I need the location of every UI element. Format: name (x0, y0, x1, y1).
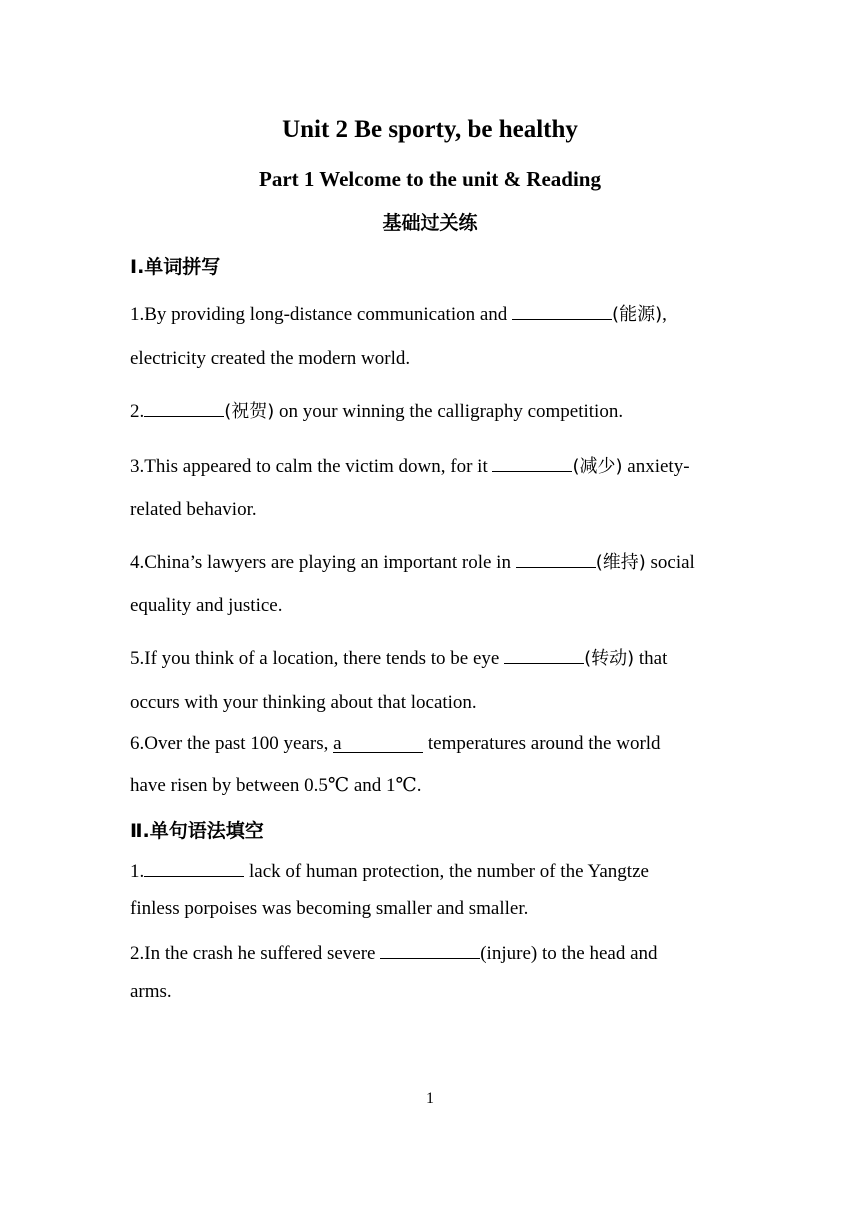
s1-q2-text-a: 2. (130, 401, 145, 422)
s1-q1-blank[interactable] (512, 300, 612, 320)
s1-q3-text-a: 3.This appeared to calm the victim down, for it (130, 456, 493, 477)
s2-q1-text-a: 1. (130, 861, 145, 882)
s1-q6-text-b: temperatures around the world (423, 733, 661, 754)
s2-q2-text-b: to the head and (537, 943, 658, 964)
s1-q6-letter: a (333, 733, 342, 754)
s1-q1-text-a: 1.By providing long-distance communication and (130, 304, 513, 325)
s2-q1-line1 (130, 857, 649, 883)
s1-q1-line1 (130, 300, 667, 326)
s1-q6-line1 (130, 733, 661, 755)
s1-q2-hint: (祝贺) (224, 401, 275, 422)
s1-q4-line2: equality and justice. (130, 595, 283, 616)
page-number: 1 (426, 1090, 434, 1107)
s1-q5-text-a: 5.If you think of a location, there tends to be eye (130, 648, 505, 669)
s1-q5-text-b: that (634, 648, 668, 669)
s2-q2-hint: (injure) (480, 943, 538, 964)
section2-heading: Ⅱ.单句语法填空 (130, 820, 264, 842)
s2-q1-text-b: lack of human protection, the number of the Yangtze (244, 861, 649, 882)
s2-q2-line1 (130, 939, 658, 965)
s1-q3-blank[interactable] (492, 452, 572, 472)
s2-q2-text-a: 2.In the crash he suffered severe (130, 943, 381, 964)
s1-q4-blank[interactable] (516, 548, 596, 568)
s1-q4-line1 (130, 548, 695, 574)
s1-q1-line2: electricity created the modern world. (130, 348, 411, 369)
s2-q1-line2: finless porpoises was becoming smaller and smaller. (130, 898, 529, 919)
s1-q2-line1 (130, 397, 623, 423)
s1-q6-text-a: 6.Over the past 100 years, (130, 733, 334, 754)
s1-q4-text-b: social (645, 552, 695, 573)
document-subtitle: Part 1 Welcome to the unit & Reading (259, 167, 601, 191)
s1-q5-line2: occurs with your thinking about that location. (130, 692, 477, 713)
s1-q1-text-b: , (662, 304, 667, 325)
document-title: Unit 2 Be sporty, be healthy (282, 116, 578, 143)
s1-q6-blank[interactable] (333, 733, 423, 753)
s1-q3-line1 (130, 452, 690, 478)
s1-q1-hint: (能源) (612, 304, 663, 325)
s1-q3-hint: (减少) (572, 456, 623, 477)
s1-q4-text-a: 4.China’s lawyers are playing an important role in (130, 552, 516, 573)
s1-q3-text-b: anxiety- (622, 456, 690, 477)
s1-q6-line2: have risen by between 0.5℃ and 1℃. (130, 775, 422, 796)
s1-q5-hint: (转动) (584, 648, 635, 669)
s1-q5-line1 (130, 644, 667, 670)
section-heading: 基础过关练 (382, 212, 478, 234)
s1-q2-text-b: on your winning the calligraphy competition. (274, 401, 624, 422)
section1-heading: Ⅰ.单词拼写 (130, 256, 221, 278)
s2-q1-blank[interactable] (144, 857, 244, 877)
s1-q5-blank[interactable] (504, 644, 584, 664)
s1-q4-hint: (维持) (595, 552, 646, 573)
s2-q2-line2: arms. (130, 981, 172, 1002)
s1-q3-line2: related behavior. (130, 499, 257, 520)
s1-q2-blank[interactable] (144, 397, 224, 417)
s2-q2-blank[interactable] (380, 939, 480, 959)
